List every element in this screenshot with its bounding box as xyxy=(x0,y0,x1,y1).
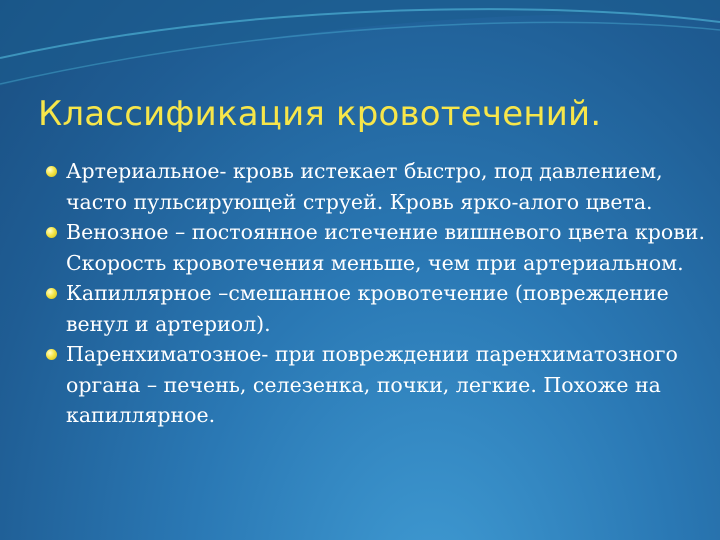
bullet-text: Венозное – постоянное истечение вишневого цвета крови. Скорость кровотечения меньше, чем при артериальном. xyxy=(66,220,705,275)
bullet-item-capillary xyxy=(46,278,710,339)
bullet-marker-icon xyxy=(46,288,57,299)
slide-title: Классификация кровотечений. xyxy=(38,94,602,134)
bullet-text: Артериальное- кровь истекает быстро, под давлением, часто пульсирующей струей. Кровь ярко-алого цвета. xyxy=(66,159,663,214)
bullet-item-arterial xyxy=(46,156,710,217)
bullet-marker-icon xyxy=(46,349,57,360)
bullet-item-venous xyxy=(46,217,710,278)
bullet-list xyxy=(46,156,710,431)
bullet-marker-icon xyxy=(46,227,57,238)
bullet-text: Паренхиматозное- при повреждении паренхиматозного органа – печень, селезенка, почки, легкие. Похоже на капиллярное. xyxy=(66,342,678,427)
bullet-item-parenchymal xyxy=(46,339,710,431)
bullet-marker-icon xyxy=(46,166,57,177)
bullet-text: Капиллярное –смешанное кровотечение (повреждение венул и артериол). xyxy=(66,281,669,336)
